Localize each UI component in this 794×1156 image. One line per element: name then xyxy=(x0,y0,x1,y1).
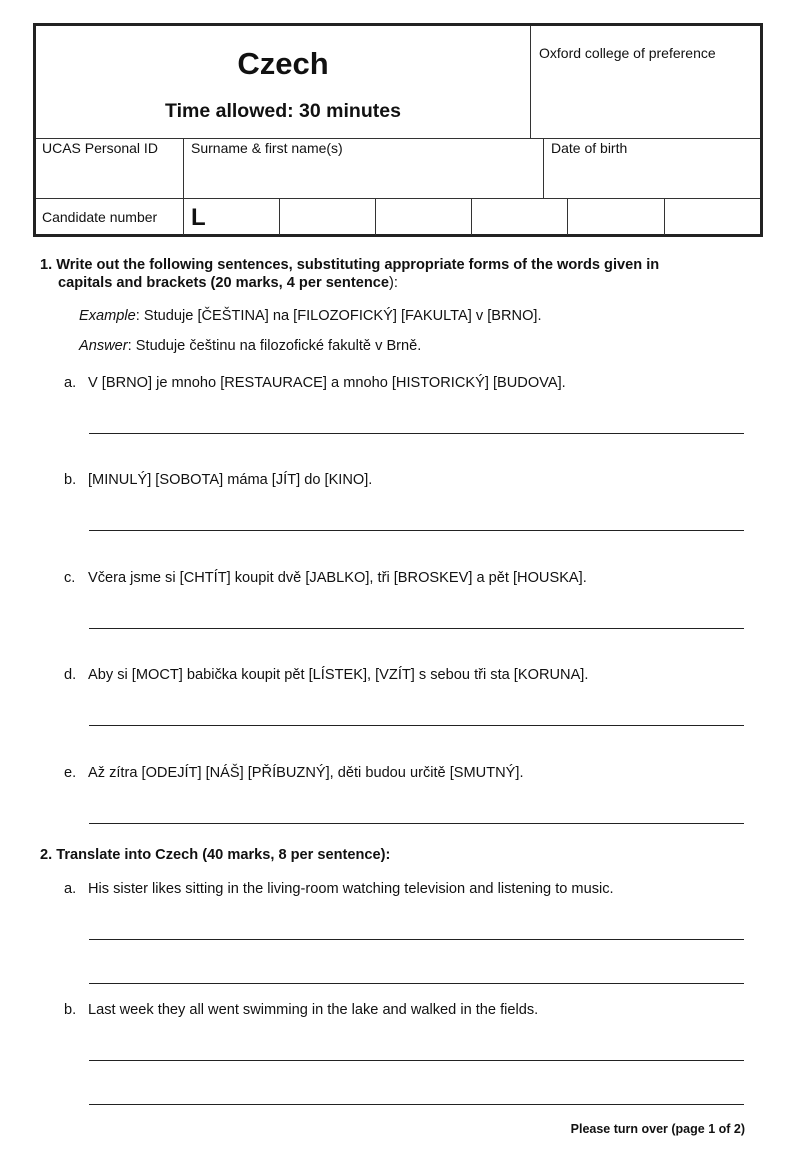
page-footer: Please turn over (page 1 of 2) xyxy=(570,1122,745,1136)
question-1c xyxy=(64,570,587,586)
candidate-digit-box[interactable] xyxy=(471,199,472,235)
item-letter: b. xyxy=(64,472,77,488)
answer-line-example xyxy=(79,338,421,354)
answer-line[interactable] xyxy=(89,433,744,434)
answer-line[interactable] xyxy=(89,1104,744,1105)
college-preference-field[interactable]: Oxford college of preference xyxy=(539,45,716,61)
candidate-number-label: Candidate number xyxy=(42,209,158,225)
question-2-heading: 2. Translate into Czech (40 marks, 8 per sentence): xyxy=(40,847,391,863)
item-text: Aby si [MOCT] babička koupit pět [LÍSTEK], [VZÍT] s sebou tři sta [KORUNA]. xyxy=(88,667,589,683)
example-line xyxy=(79,308,542,324)
item-letter: a. xyxy=(64,881,77,897)
question-2a xyxy=(64,881,614,897)
identity-row xyxy=(36,138,760,199)
item-text: [MINULÝ] [SOBOTA] máma [JÍT] do [KINO]. xyxy=(88,472,373,488)
answer-line[interactable] xyxy=(89,939,744,940)
question-1b xyxy=(64,472,372,488)
question-1-heading-line2 xyxy=(40,274,659,292)
item-letter: b. xyxy=(64,1002,77,1018)
title-area xyxy=(36,26,531,138)
question-1-heading-bold: capitals and brackets (20 marks, 4 per sentence xyxy=(58,275,389,291)
item-text: Až zítra [ODEJÍT] [NÁŠ] [PŘÍBUZNÝ], děti budou určitě [SMUTNÝ]. xyxy=(88,765,524,781)
answer-line[interactable] xyxy=(89,823,744,824)
time-allowed: Time allowed: 30 minutes xyxy=(165,100,401,122)
divider xyxy=(543,139,544,199)
item-letter: e. xyxy=(64,765,77,781)
candidate-number-row xyxy=(36,198,760,235)
question-2b xyxy=(64,1002,538,1018)
item-text: V [BRNO] je mnoho [RESTAURACE] a mnoho [HISTORICKÝ] [BUDOVA]. xyxy=(88,375,566,391)
ucas-id-field[interactable]: UCAS Personal ID xyxy=(42,140,158,156)
answer-line[interactable] xyxy=(89,983,744,984)
name-field[interactable]: Surname & first name(s) xyxy=(191,140,343,156)
item-text: Včera jsme si [CHTÍT] koupit dvě [JABLKO], tři [BROSKEV] a pět [HOUSKA]. xyxy=(88,570,587,586)
answer-line[interactable] xyxy=(89,725,744,726)
item-text: Last week they all went swimming in the lake and walked in the fields. xyxy=(88,1002,539,1018)
candidate-digit-box[interactable] xyxy=(664,199,665,235)
divider xyxy=(183,139,184,199)
date-of-birth-field[interactable]: Date of birth xyxy=(551,140,628,156)
question-1e xyxy=(64,765,524,781)
answer-line[interactable] xyxy=(89,1060,744,1061)
question-1d xyxy=(64,667,588,683)
answer-line[interactable] xyxy=(89,628,744,629)
exam-title: Czech xyxy=(237,46,329,81)
question-1-heading-tail: ): xyxy=(388,275,398,291)
candidate-number-prefix: L xyxy=(191,204,206,231)
question-1-heading-line1: 1. Write out the following sentences, substituting appropriate forms of the words given in xyxy=(40,257,660,273)
item-letter: c. xyxy=(64,570,76,586)
candidate-details-box xyxy=(33,23,763,237)
candidate-digit-box[interactable] xyxy=(567,199,568,235)
item-letter: a. xyxy=(64,375,77,391)
answer-label: Answer xyxy=(79,338,128,354)
example-text: : Studuje [ČEŠTINA] na [FILOZOFICKÝ] [FAKULTA] v [BRNO]. xyxy=(135,308,542,324)
question-1a xyxy=(64,375,566,391)
divider xyxy=(183,199,184,235)
example-label: Example xyxy=(79,308,136,324)
item-letter: d. xyxy=(64,667,77,683)
item-text: His sister likes sitting in the living-room watching television and listening to music. xyxy=(88,881,614,897)
candidate-digit-box[interactable] xyxy=(279,199,280,235)
answer-text: : Studuje češtinu na filozofické fakultě v Brně. xyxy=(127,338,422,354)
question-1-heading xyxy=(40,256,659,292)
answer-line[interactable] xyxy=(89,530,744,531)
candidate-digit-box[interactable] xyxy=(375,199,376,235)
